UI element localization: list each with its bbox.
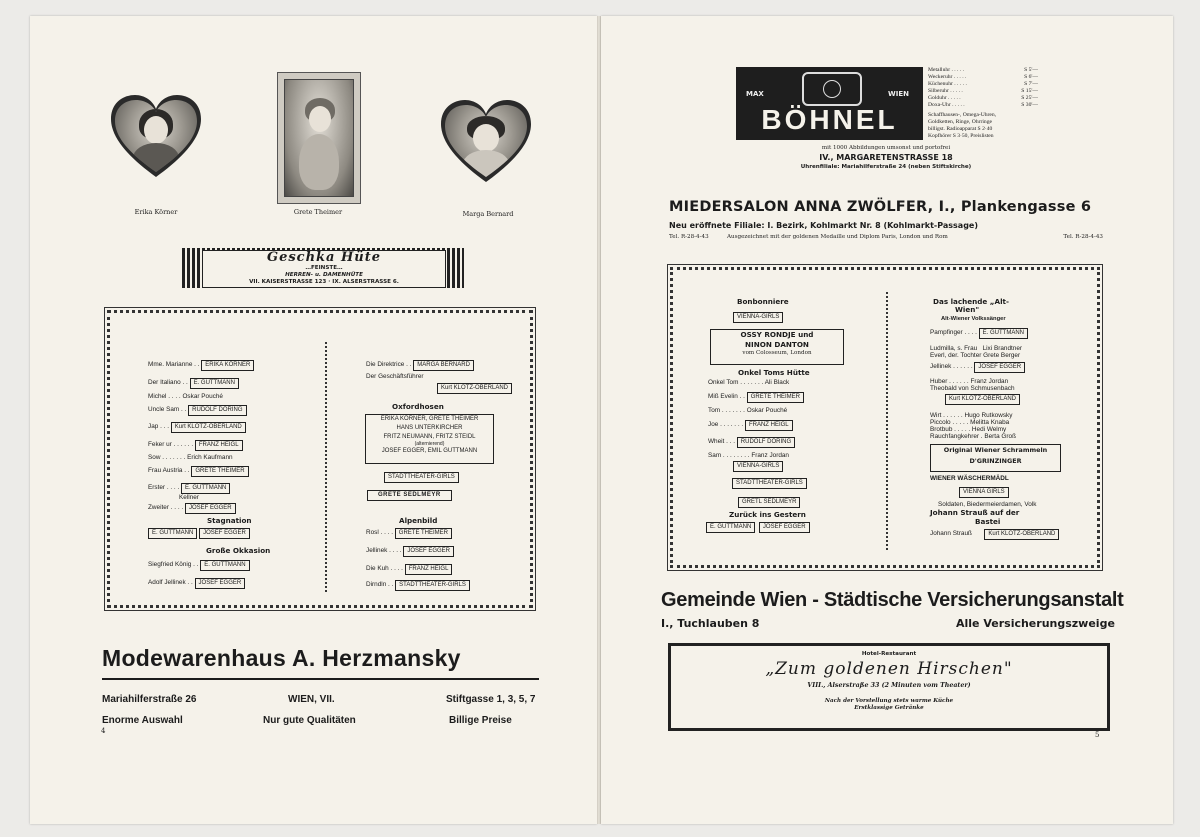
cast-row	[384, 472, 459, 483]
actor-name: Oskar Pouché	[182, 393, 223, 400]
herzmansky-slogan1: Enorme Auswahl	[102, 715, 183, 726]
oxford-line: HANS UNTERKIRCHER	[396, 425, 463, 431]
cast-row: Dirndln . . STADTTHEATER-GIRLS	[366, 580, 470, 591]
cast-row: Die Direktrice . . MARGA BERNARD	[366, 360, 474, 371]
geschka-title: Geschka Hüte	[266, 250, 382, 265]
price-value: S 6'—	[1024, 74, 1038, 80]
role-label: Jellinek	[930, 363, 952, 370]
actor-name: Ali Black	[764, 379, 790, 386]
actor-box: RUDOLF DÖRING	[737, 437, 795, 448]
actor-box: FRANZ HEIGL	[745, 420, 793, 431]
ninon-line: NINON DANTON	[745, 340, 809, 349]
actor-box: JOSEF EGGER	[403, 546, 454, 557]
clock-icon	[802, 72, 862, 106]
cast-row: Sam . . . . . . . . Franz Jordan	[708, 452, 789, 459]
role-label: Sam	[708, 452, 722, 459]
cast-row: Frau Austria . . GRETE THEIMER	[148, 466, 249, 477]
price-row: Weckeruhr . . . . . S 6'—	[928, 74, 1038, 80]
right-page	[601, 16, 1173, 824]
cast-row: Uncle Sam . . RUDOLF DÖRING	[148, 405, 247, 416]
schrammeln-line: Original Wiener Schrammeln	[943, 446, 1048, 454]
cast-row: Jap . . . Kurt KLOTZ-OBERLAND	[148, 422, 246, 433]
cast-divider	[325, 342, 327, 592]
cast-row: Mme. Marianne . . ERIKA KÖRNER	[148, 360, 254, 371]
caption-grete: Grete Theimer	[293, 208, 343, 216]
role-label: Der Geschäftsführer	[366, 373, 424, 380]
cast-row	[366, 372, 424, 381]
role-label: Die Kuh	[366, 565, 389, 572]
role-label: Der Italiano	[148, 379, 181, 386]
actor-box: GRETE SEDLMEYR	[367, 490, 452, 501]
cast-row: Feker ur . . . . . . FRANZ HEIGL	[148, 440, 243, 451]
heading-lachende-alt-wien: Das lachende „Alt-	[933, 297, 1009, 306]
role-label: Siegfried König	[148, 561, 192, 568]
actor-name: Franz Jordan	[751, 452, 789, 459]
soldaten-line: Soldaten, Biedermeierdamen, Volk	[938, 501, 1037, 508]
role-label: Piccolo	[930, 419, 951, 426]
bohnel-text: Schaffhausen-, Omega-Uhren,	[928, 112, 997, 118]
cast-row	[732, 478, 807, 489]
herzmansky-slogan3: Billige Preise	[449, 715, 512, 726]
ad-hirschen	[668, 643, 1110, 731]
left-page	[30, 16, 597, 824]
role-label: Jap	[148, 423, 159, 430]
cast-row	[733, 312, 783, 323]
cast-row: Tom . . . . . . . Oskar Pouché	[708, 407, 788, 414]
actor-box: GRETE THEIMER	[395, 528, 452, 539]
bohnel-name: BÖHNEL	[761, 104, 898, 135]
role-label: Onkel Tom	[708, 379, 739, 386]
geschka-line3: VII. KAISERSTRASSE 123 · IX. ALSERSTRASSE 6.	[249, 279, 399, 285]
actor-box: Kurt KLOTZ-OBERLAND	[437, 383, 512, 394]
role-label: Tom	[708, 407, 721, 414]
role-label: Dirndln	[366, 581, 387, 588]
miedersalon-branch: Neu eröffnete Filiale: I. Bezirk, Kohlmarkt Nr. 8 (Kohlmarkt-Passage)	[669, 221, 979, 230]
role-label: Huber	[930, 378, 948, 385]
oxford-line: JOSEF EGGER, EMIL GUTTMANN	[381, 448, 478, 454]
heading-oxfordhosen: Oxfordhosen	[392, 402, 444, 411]
cast-row	[930, 385, 1015, 392]
actor-name: Erich Kaufmann	[187, 454, 233, 461]
actor-box: Kurt KLOTZ-OBERLAND	[171, 422, 246, 433]
cast-row: Sow . . . . . . . Erich Kaufmann	[148, 454, 233, 461]
actor-box: VIENNA GIRLS	[959, 487, 1009, 498]
cast-row	[733, 461, 783, 472]
actor-box: VIENNA-GIRLS	[733, 461, 783, 472]
price-value: S 5'—	[1024, 67, 1038, 73]
actor-box: JOSEF EGGER	[759, 522, 810, 533]
price-item: Silberuhr	[928, 88, 949, 94]
bohnel-address: IV., MARGARETENSTRASSE 18	[819, 153, 953, 162]
cast-row: Siegfried König . . E. GUTTMANN	[148, 560, 250, 571]
ossy-ninon-box	[710, 329, 844, 365]
cast-row: Erster . . . . E. GUTTMANN	[148, 483, 230, 494]
actor-name: Berta Groß	[984, 433, 1016, 440]
phone-right: Tel. R-28-4-43	[1063, 234, 1103, 240]
miedersalon-title: MIEDERSALON ANNA ZWÖLFER, I., Plankengasse 6	[669, 199, 1092, 215]
role-label: Pampfinger	[930, 329, 963, 336]
bohnel-wien: WIEN	[888, 90, 909, 98]
gemeinde-address: I., Tuchlauben 8	[661, 617, 760, 630]
role-label: Miß Evelin	[708, 393, 738, 400]
geschka-line2: HERREN- u. DAMENHÜTE	[285, 272, 363, 278]
price-row: Doxa-Uhr . . . . . S 30'—	[928, 102, 1038, 108]
oxford-cast-box	[365, 414, 494, 464]
actor-box: GRETE THEIMER	[191, 466, 248, 477]
role-label: Wirt	[930, 412, 942, 419]
cast-row	[930, 345, 1022, 352]
role-label: Die Direktrice	[366, 361, 405, 368]
price-item: Metalluhr	[928, 67, 951, 73]
colosseum-line: vom Colosseum, London	[742, 350, 812, 356]
role-label: Brotbub	[930, 426, 953, 433]
page-number-left: 4	[101, 727, 106, 735]
heading-onkel-toms-huette: Onkel Toms Hütte	[738, 368, 810, 377]
herzmansky-slogan2: Nur gute Qualitäten	[263, 715, 356, 726]
grinzinger-line: D'GRINZINGER	[969, 457, 1022, 465]
actor-name: Melitta Knaba	[970, 419, 1010, 426]
herzmansky-title: Modewarenhaus A. Herzmansky	[102, 645, 461, 671]
portrait-erika-koerner	[111, 95, 201, 179]
role-label: Uncle Sam	[148, 406, 180, 413]
cast-row: Wheit . . . RUDOLF DÖRING	[708, 437, 795, 448]
heading-stagnation: Stagnation	[207, 516, 252, 525]
herzmansky-rule	[102, 678, 539, 680]
cast-row: Die Kuh . . . . FRANZ HEIGL	[366, 564, 452, 575]
portrait-grete-theimer	[277, 72, 361, 204]
actor-box: FRANZ HEIGL	[405, 564, 453, 575]
bohnel-text: billigst. Radioapparat S 2·40	[928, 126, 993, 132]
bohnel-branch: Uhrenfiliale: Mariahilferstraße 24 (neben Stiftskirche)	[800, 164, 972, 170]
price-row: Golduhr . . . . . S 25'—	[928, 95, 1038, 101]
cast-row	[437, 383, 512, 394]
cast-row	[930, 529, 1059, 540]
cast-row	[148, 528, 250, 539]
ad-geschka	[182, 248, 464, 288]
cast-row: Brotbub . . . . . Hedi Welmy	[930, 426, 1007, 433]
miedersalon-info-row	[669, 234, 1103, 240]
heading-bastei: Bastei	[975, 517, 1001, 526]
caption-erika: Erika Körner	[134, 208, 178, 216]
oxford-line: ERIKA KÖRNER, GRETE THEIMER	[380, 416, 479, 422]
price-item: Doxa-Uhr	[928, 102, 951, 108]
cast-row: Jellinek . . . . . . JOSEF EGGER	[930, 362, 1025, 373]
cast-row: Adolf Jellinek . . JOSEF EGGER	[148, 578, 245, 589]
volkssaenger-line: Alt-Wiener Volkssänger	[941, 316, 1006, 322]
price-row: Silberuhr . . . . . S 15'—	[928, 88, 1038, 94]
role-label: Ludmilla, s. Frau	[930, 345, 978, 352]
gemeinde-title: Gemeinde Wien - Städtische Versicherungsanstalt	[661, 589, 1124, 611]
heading-johann-strauss: Johann Strauß auf der	[930, 508, 1020, 517]
actor-box: E. GUTTMANN	[200, 560, 249, 571]
price-item: Golduhr	[928, 95, 947, 101]
actor-name: Lixi Brandtner	[982, 345, 1023, 352]
cast-row: Jellinek . . . . JOSEF EGGER	[366, 546, 454, 557]
role-label: Joe	[708, 421, 719, 428]
actor-box: JOSEF EGGER	[185, 503, 236, 514]
cast-row: Piccolo . . . . . Melitta Knaba	[930, 419, 1010, 426]
waeschermaedl-line: WIENER WÄSCHERMÄDL	[930, 475, 1009, 482]
price-row: Küchenuhr . . . . . S 7'—	[928, 81, 1038, 87]
cast-row	[738, 497, 800, 508]
role-label: Theobald von Schmusenbach	[930, 385, 1015, 392]
actor-box: STADTTHEATER-GIRLS	[384, 472, 459, 483]
cast-row: Zweiter . . . . JOSEF EGGER	[148, 503, 236, 514]
portrait-marga-bernard	[441, 100, 531, 184]
herzmansky-addr1: Mariahilferstraße 26	[102, 694, 197, 705]
price-value: S 15'—	[1021, 88, 1038, 94]
actor-box: STADTTHEATER-GIRLS	[395, 580, 470, 591]
price-value: S 30'—	[1021, 102, 1038, 108]
actor-box: Kurt KLOTZ-OBERLAND	[945, 394, 1020, 405]
actor-box: JOSEF EGGER	[195, 578, 246, 589]
cast-row: Rauchfangkehrer . Berta Groß	[930, 433, 1016, 440]
oxford-line: (alternierend)	[414, 441, 445, 447]
actor-box: E. GUTTMANN	[979, 328, 1028, 339]
heading-bonbonniere: Bonbonniere	[737, 297, 789, 306]
cast-row	[930, 352, 1020, 359]
heading-alpenbild: Alpenbild	[399, 516, 438, 525]
role-label: Michel	[148, 393, 167, 400]
bohnel-text: Kopfhörer S 3·50, Preislisten	[928, 133, 994, 139]
herzmansky-addr3: Stiftgasse 1, 3, 5, 7	[446, 694, 536, 705]
price-item: Weckeruhr	[928, 74, 953, 80]
cast-row: Miß Evelin . . GRETE THEIMER	[708, 392, 804, 403]
cast-row: Michel . . . . Oskar Pouché	[148, 393, 223, 400]
actor-box: Kurt KLOTZ-OBERLAND	[984, 529, 1059, 540]
role-label: Johann Strauß	[930, 530, 972, 537]
role-label: Sow	[148, 454, 161, 461]
cast-row: Joe . . . . . . . FRANZ HEIGL	[708, 420, 793, 431]
cast-row: Wirt . . . . . . Hugo Rutkowsky	[930, 412, 1013, 419]
actor-box: ERIKA KÖRNER	[201, 360, 254, 371]
heading-okkasion: Große Okkasion	[206, 546, 271, 555]
role-label: Adolf Jellinek	[148, 579, 186, 586]
ad-bohnel-logo	[736, 67, 923, 140]
bohnel-catalog-note: mit 1000 Abbildungen umsonst und portofrei	[821, 145, 951, 151]
cast-row	[945, 394, 1020, 405]
page-number-right: 5	[1095, 731, 1100, 739]
actor-box: E. GUTTMANN	[706, 522, 755, 533]
actor-box: GRETE THEIMER	[747, 392, 804, 403]
role-label: Jellinek	[366, 547, 388, 554]
actor-box: E. GUTTMANN	[148, 528, 197, 539]
actor-box: MARGA BERNARD	[413, 360, 474, 371]
actor-box: GRETL SEDLMEYR	[738, 497, 800, 508]
price-value: S 7'—	[1024, 81, 1038, 87]
herzmansky-addr2: WIEN, VII.	[288, 694, 335, 705]
schrammeln-box	[930, 444, 1061, 472]
ossy-line: OSSY RONDJE und	[740, 330, 814, 339]
phone-left: Tel. R-28-4-43	[669, 234, 709, 240]
role-label: Everl, der. Tochter	[930, 352, 982, 359]
role-label: Wheit	[708, 438, 725, 445]
cast-divider	[886, 292, 888, 550]
award-text: Ausgezeichnet mit der goldenen Medaille und Diplom Paris, London und Rom	[727, 234, 948, 240]
actor-box: JOSEF EGGER	[974, 362, 1025, 373]
role-label: Rosl	[366, 529, 379, 536]
role-label: Feker ur	[148, 441, 172, 448]
actor-name: Hugo Rutkowsky	[964, 412, 1013, 419]
actor-name: Oskar Pouché	[746, 407, 788, 414]
bohnel-price-list	[928, 67, 1038, 140]
geschka-line1: …FEINSTE…	[305, 265, 343, 271]
actor-box: JOSEF EGGER	[199, 528, 250, 539]
heading-zurueck-ins-gestern: Zurück ins Gestern	[729, 510, 806, 519]
bohnel-text: Goldketten, Ringe, Ohrringe	[928, 119, 993, 125]
kellner-label: Kellner	[179, 494, 199, 501]
role-label: Zweiter	[148, 504, 169, 511]
heading-lachende-alt-wien-2: Wien"	[955, 305, 980, 314]
hirschen-drinks: Erstklassige Getränke	[854, 705, 924, 711]
role-label: Rauchfangkehrer	[930, 433, 980, 440]
role-label: Mme. Marianne	[148, 361, 193, 368]
cast-row: Onkel Tom . . . . . . . Ali Black	[708, 379, 790, 386]
cast-row: Pampfinger . . . . E. GUTTMANN	[930, 328, 1028, 339]
gemeinde-insurance: Alle Versicherungszweige	[956, 617, 1115, 630]
cast-row: Rosl . . . . GRETE THEIMER	[366, 528, 452, 539]
oxford-line: FRITZ NEUMANN, FRITZ STEIDL	[383, 434, 476, 440]
actor-box: E. GUTTMANN	[190, 378, 239, 389]
cast-row	[959, 487, 1009, 498]
actor-name: Hedi Welmy	[971, 426, 1007, 433]
hirschen-top: Hotel-Restaurant	[861, 651, 917, 657]
caption-marga: Marga Bernard	[462, 210, 514, 218]
cast-row	[367, 490, 452, 501]
hirschen-title: „Zum goldenen Hirschen"	[765, 659, 1013, 679]
actor-box: FRANZ HEIGL	[195, 440, 243, 451]
actor-box: STADTTHEATER-GIRLS	[732, 478, 807, 489]
price-value: S 25'—	[1021, 95, 1038, 101]
role-label: Erster	[148, 484, 166, 491]
role-label: Frau Austria	[148, 467, 183, 474]
hirschen-kitchen: Nach der Vorstellung stets warme Küche	[824, 698, 954, 704]
actor-box: VIENNA-GIRLS	[733, 312, 783, 323]
price-item: Küchenuhr	[928, 81, 953, 87]
actor-name: Franz Jordan	[970, 378, 1009, 385]
actor-name: Grete Berger	[983, 352, 1021, 359]
actor-box: RUDOLF DÖRING	[188, 405, 246, 416]
cast-row: Huber . . . . . . Franz Jordan	[930, 378, 1009, 385]
bohnel-max: MAX	[746, 90, 764, 98]
price-row: Metalluhr . . . . . S 5'—	[928, 67, 1038, 73]
cast-row	[706, 522, 810, 533]
actor-box: E. GUTTMANN	[181, 483, 230, 494]
cast-row: Der Italiano . . E. GUTTMANN	[148, 378, 239, 389]
hirschen-address: VIII., Alserstraße 33 (2 Minuten vom Theater)	[807, 682, 971, 689]
